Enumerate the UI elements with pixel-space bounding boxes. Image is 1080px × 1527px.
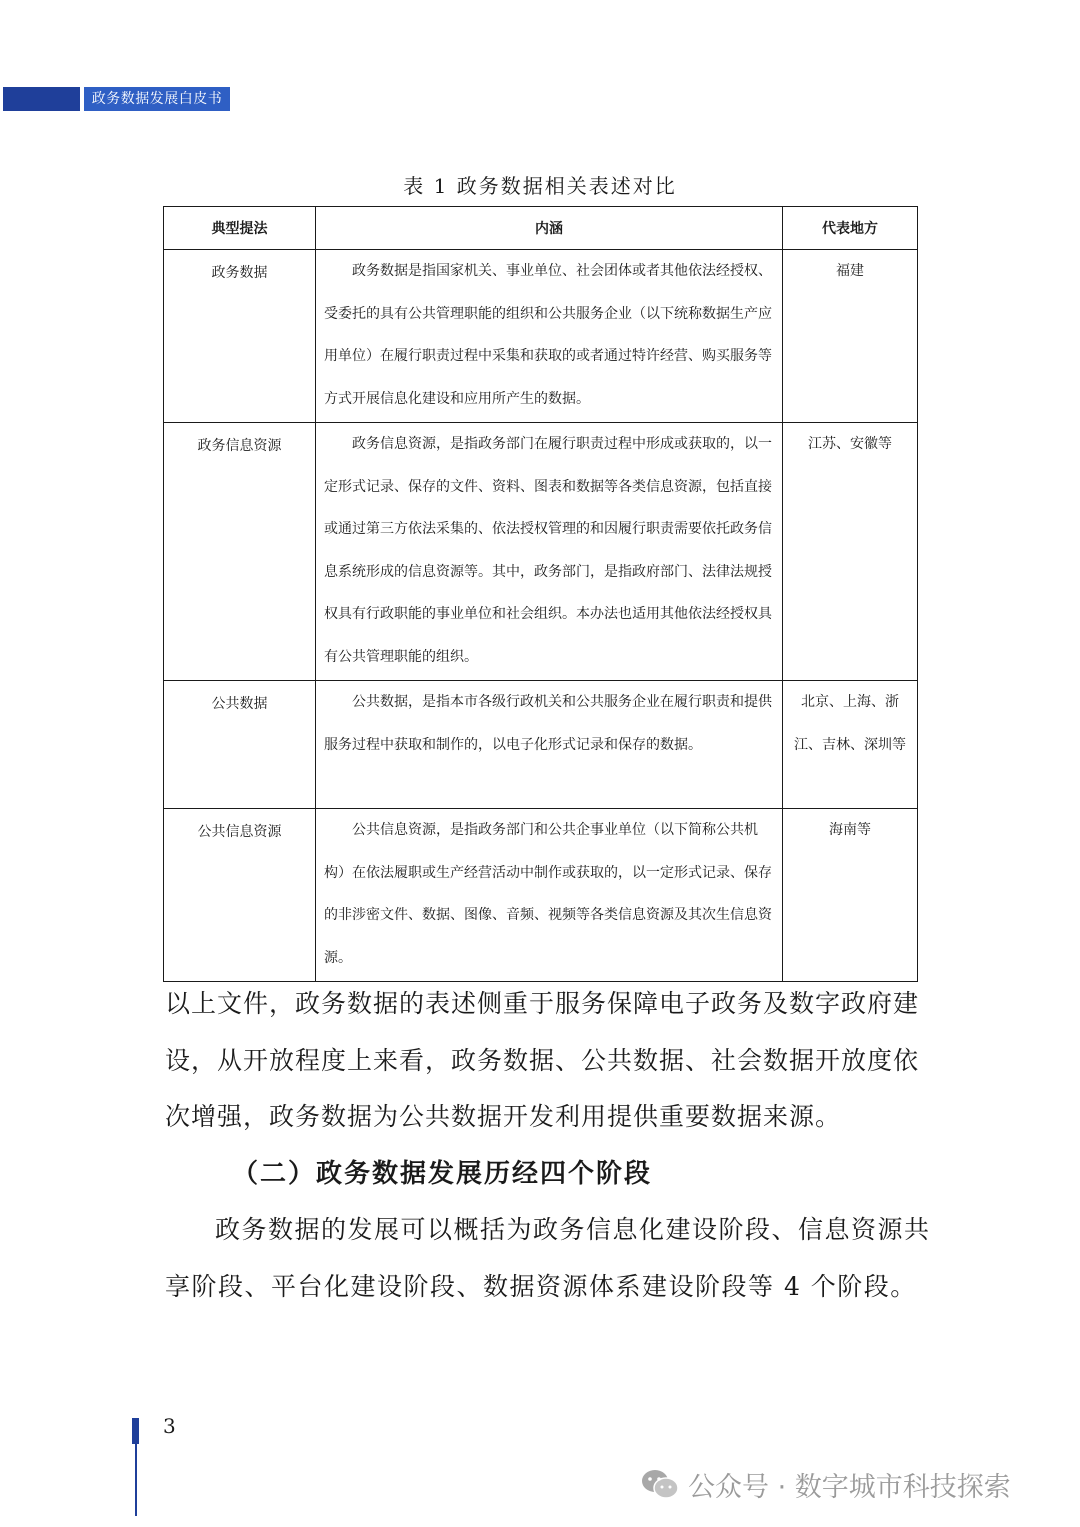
page-number: 3 bbox=[163, 1414, 176, 1438]
header-meaning: 内涵 bbox=[316, 207, 783, 250]
body-paragraph: 以上文件，政务数据的表述侧重于服务保障电子政务及数字政府建设，从开放程度上来看，政务数据、公共数据、社会数据开放度依次增强，政务数据为公共数据开发利用提供重要数据来源。 bbox=[165, 989, 920, 1131]
cell-meaning: 政务信息资源，是指政务部门在履行职责过程中形成或获取的，以一定形式记录、保存的文件、资料、图表和数据等各类信息资源，包括直接或通过第三方依法采集的、依法授权管理的和因履行职责需要依托政务信息系统形成的信息资源等。其中，政务部门，是指政府部门、法律法规授权具有行政职能的事业单位和社会组织。本办法也适用其他依法经授权具有公共管理职能的组织。 bbox=[316, 423, 783, 681]
cell-region: 北京、上海、浙江、吉林、深圳等 bbox=[783, 681, 918, 809]
watermark bbox=[640, 1462, 1011, 1506]
cell-meaning: 公共信息资源，是指政务部门和公共企事业单位（以下简称公共机构）在依法履职或生产经营活动中制作或获取的，以一定形式记录、保存的非涉密文件、数据、图像、音频、视频等各类信息资源及其次生信息资源。 bbox=[316, 809, 783, 982]
footer-rule bbox=[135, 1444, 137, 1516]
cell-region: 江苏、安徽等 bbox=[783, 423, 918, 681]
table-row bbox=[164, 250, 918, 423]
table-row bbox=[164, 681, 918, 809]
cell-term: 公共信息资源 bbox=[164, 809, 316, 982]
body-paragraph: 政务数据的发展可以概括为政务信息化建设阶段、信息资源共享阶段、平台化建设阶段、数据资源体系建设阶段等 4 个阶段。 bbox=[165, 1215, 931, 1301]
cell-region: 福建 bbox=[783, 250, 918, 423]
cell-meaning: 公共数据，是指本市各级行政机关和公共服务企业在履行职责和提供服务过程中获取和制作的，以电子化形式记录和保存的数据。 bbox=[316, 681, 783, 809]
header-accent-bar bbox=[3, 87, 80, 111]
table-row bbox=[164, 809, 918, 982]
table-row bbox=[164, 423, 918, 681]
cell-region: 海南等 bbox=[783, 809, 918, 982]
header-region: 代表地方 bbox=[783, 207, 918, 250]
table-caption: 表 1 政务数据相关表述对比 bbox=[403, 174, 677, 198]
comparison-table bbox=[163, 206, 918, 982]
cell-term: 政务信息资源 bbox=[164, 423, 316, 681]
footer-accent-bar bbox=[132, 1418, 139, 1444]
section-heading: （二）政务数据发展历经四个阶段 bbox=[232, 1159, 653, 1189]
header-term: 典型提法 bbox=[164, 207, 316, 250]
wechat-icon bbox=[640, 1467, 680, 1501]
watermark-text: 公众号 · 数字城市科技探索 bbox=[688, 1471, 1011, 1503]
cell-term: 政务数据 bbox=[164, 250, 316, 423]
cell-meaning: 政务数据是指国家机关、事业单位、社会团体或者其他依法经授权、受委托的具有公共管理职能的组织和公共服务企业（以下统称数据生产应用单位）在履行职责过程中采集和获取的或者通过特许经营、购买服务等方式开展信息化建设和应用所产生的数据。 bbox=[316, 250, 783, 423]
cell-term: 公共数据 bbox=[164, 681, 316, 809]
table-header-row bbox=[164, 207, 918, 250]
header-doc-title: 政务数据发展白皮书 bbox=[84, 87, 230, 111]
